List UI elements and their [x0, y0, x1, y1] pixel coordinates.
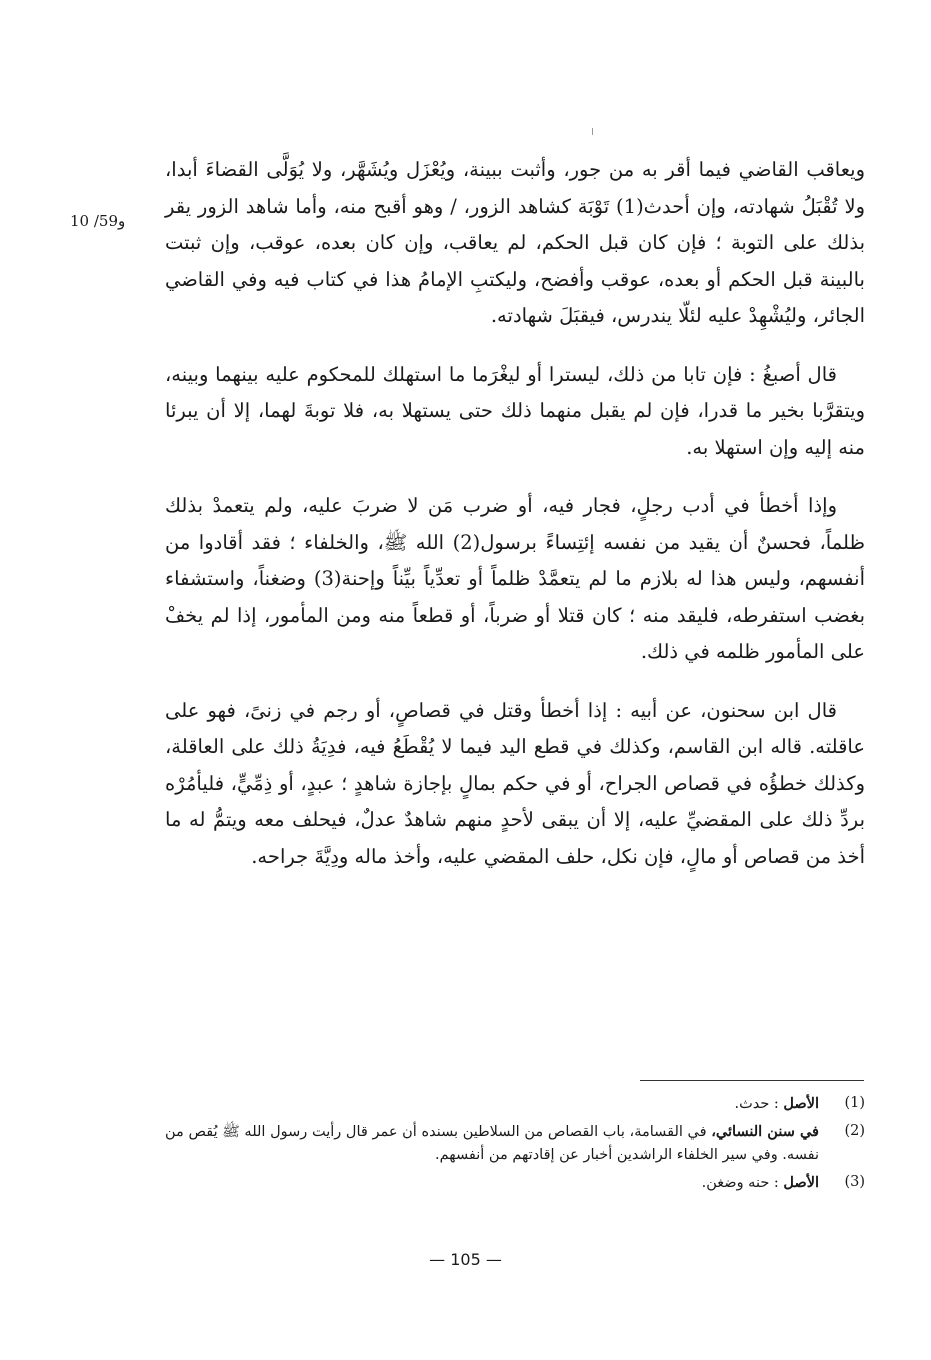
footnote-key: الأصل	[783, 1174, 819, 1191]
stray-mark	[592, 128, 593, 135]
footnote-separator	[640, 1080, 864, 1081]
main-text	[165, 152, 865, 897]
footnote-number: (2)	[844, 1123, 865, 1139]
paragraph: وإذا أخطأ في أدب رجلٍ، فجار فيه، أو ضرب مَن لا ضربَ عليه، ولم يتعمدْ بذلك ظلماً، فحسنٌ أن يقيد من نفسه إئتِساءً برسول(2) الله ﷺ، والخلفاء ؛ فقد أقادوا من أنفسهم، وليس هذا له بلازم ما لم يتعمَّدْ ظلماً أو تعدِّياً بيِّناً وإحنة(3) وضغناً، واستشفاء بغضب استفرطه، فليقد منه ؛ كان قتلا أو ضرباً، أو قطعاً منه ومن المأمور، إذا لم يخفْ على المأمور ظلمه في ذلك.	[165, 494, 865, 663]
paragraph: قال أصبغُ : فإن تابا من ذلك، ليسترا أو ليغْرَما ما استهلك للمحكوم عليه بينهما وبينه، ويتقرَّبا بخير ما قدرا، فإن لم يقبل منهما ذلك حتى يستهلا به، فلا توبةَ لهما، إلا أن يبرئا منه إليه وإن استهلا به.	[165, 362, 865, 459]
footnote	[165, 1120, 865, 1167]
paragraph: ويعاقب القاضي فيما أقر به من جور، وأثبت ببينة، ويُعْزَل ويُشَهَّر، ولا يُوَلَّى القضاءَ أبدا، ولا تُقْبَلُ شهادته، وإن أحدث(1) تَوْبَة كشاهد الزور، / وهو أقبح منه، وأما شاهد الزور يقر بذلك على التوبة ؛ فإن كان قبل الحكم، لم يعاقب، وإن كان بعده، عوقب، وإن ثبتت بالبينة قبل الحكم أو بعده، عوقب وأفضح، وليكتبِ الإمامُ هذا في كتاب فيه وفي القاضي الجائر، وليُشْهِدْ عليه لئلّا يندرس، فيقبَلَ شهادته.	[165, 158, 865, 327]
footnote-text: : حدث.	[734, 1096, 784, 1112]
footnote	[165, 1092, 865, 1116]
footnote-number: (3)	[844, 1174, 865, 1190]
page-number: — 105 —	[429, 1250, 502, 1269]
footnotes	[165, 1092, 865, 1199]
footnote-number: (1)	[844, 1095, 865, 1111]
footnote-text: : حنه وضغن.	[701, 1175, 784, 1191]
footnote-text: في القسامة، باب القصاص من السلاطين بسنده أن عمر قال رأيت رسول الله ﷺ يُقص من نفسه. وفي سير الخلفاء الراشدين أخبار عن إقادتهم من أنفسهم.	[165, 1124, 819, 1163]
footnote	[165, 1171, 865, 1195]
paragraph: قال ابن سحنون، عن أبيه : إذا أخطأ وقتل في قصاصٍ، أو رجم في زنىً، فهو على عاقلته. قاله ابن القاسم، وكذلك في قطع اليد فيما لا يُقْطَعُ فيه، فدِيَةُ ذلك على العاقلة، وكذلك خطؤُه في قصاص الجراح، أو في حكم بمالٍ بإجازة شاهدٍ ؛ عبدٍ، أو ذِمِّيٍّ، فليأمُرْه بردِّ ذلك على المقضيِّ عليه، إلا أن يبقى لأحدٍ منهم شاهدٌ عدلٌ، فيحلف معه ويتمُّ له ما أخذ من قصاص أو مالٍ، فإن نكل، حلف المقضي عليه، وأخذ ماله ودِيَّةَ جراحه.	[165, 698, 865, 868]
footnote-key: في سنن النسائي،	[711, 1123, 819, 1140]
margin-folio-reference: 10 /59و	[70, 212, 126, 230]
footnote-key: الأصل	[783, 1095, 819, 1112]
